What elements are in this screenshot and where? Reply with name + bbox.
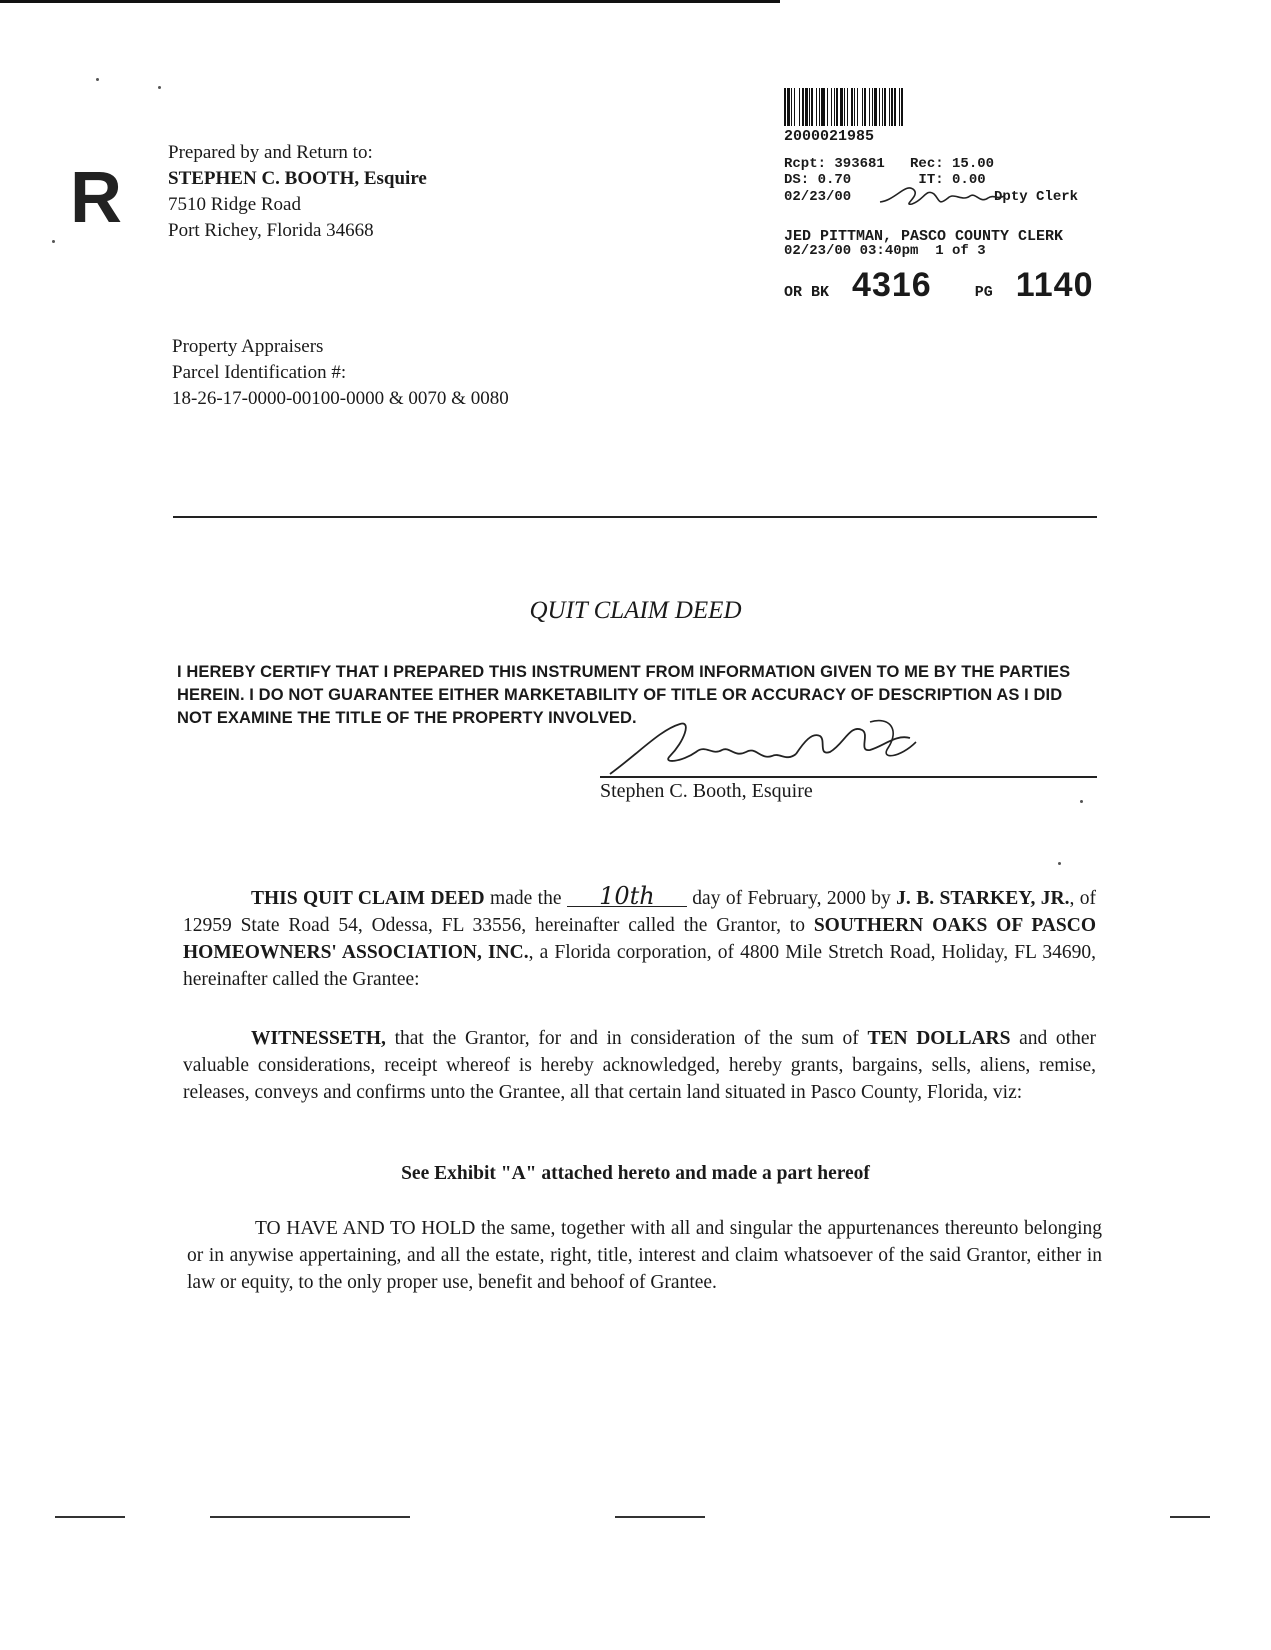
scan-speck [1058,862,1061,865]
preparer-name: STEPHEN C. BOOTH, Esquire [168,168,427,189]
pg-label: PG [974,284,993,301]
top-rule [0,0,780,3]
day-blank: 10th [567,886,687,907]
parcel-id-number: 18-26-17-0000-00100-0000 & 0070 & 0080 [172,388,509,409]
footer-dash [55,1516,125,1518]
preparer-address-1: 7510 Ridge Road [168,194,301,215]
grantee-address-text: , a Florida corporation, of 4800 Mile Stretch Road, Holiday, FL 34690, hereinafter called the Grantee: [183,942,1096,990]
preparer-signature [600,712,930,782]
footer-dash [615,1516,705,1518]
exhibit-reference: See Exhibit "A" attached hereto and made a part hereof [401,1163,870,1184]
preparer-certification: I HEREBY CERTIFY THAT I PREPARED THIS INSTRUMENT FROM INFORMATION GIVEN TO ME BY THE PARTIES HEREIN. I DO NOT GUARANTEE EITHER MARKETABILITY OF TITLE OR ACCURACY OF DESCRIPTION AS I DID NOT EXAMINE THE TITLE OF THE PROPERTY INVOLVED. [177,663,1071,727]
grantor-name: J. B. STARKEY, JR. [896,888,1070,909]
instrument-number: 2000021985 [784,128,875,145]
book-number: 4316 [852,266,932,304]
footer-dash [210,1516,410,1518]
consideration-sum: TEN DOLLARS [867,1028,1011,1049]
preparer-heading: Prepared by and Return to: [168,142,373,163]
deed-made-text: made the [484,888,567,909]
scan-speck [158,86,161,89]
scan-speck [1080,800,1083,803]
preparer-address-2: Port Richey, Florida 34668 [168,220,374,241]
deed-date-text: day of February, 2000 by [686,888,897,909]
scan-speck [52,240,55,243]
section-divider [173,516,1097,518]
recording-stamp [784,88,1144,308]
grantee-name: SOUTHERN OAKS OF PASCO HOMEOWNERS' ASSOCIATION, INC. [183,915,1097,963]
clerk-name-line: JED PITTMAN, PASCO COUNTY CLERK [784,228,1064,245]
signatory-name: Stephen C. Booth, Esquire [600,780,813,802]
page-number: 1140 [1015,266,1094,304]
scan-speck [96,78,99,81]
time-line: 02/23/00 03:40pm 1 of 3 [784,243,986,259]
deed-lead: THIS QUIT CLAIM DEED [251,888,485,909]
habendum-text: TO HAVE AND TO HOLD the same, together with all and singular the appurtenances thereunto belonging or in anywise appertaining, and all the estate, right, title, interest and claim whatsoever of the said Grantor, either in law or equity, to the only proper use, benefit and behoof of Grantee. [187,1218,1102,1293]
parcel-id-label: Parcel Identification #: [172,362,347,383]
habendum-paragraph [187,1215,1102,1296]
receipt-line: Rcpt: 393681 Rec: 15.00 [784,156,995,172]
witnesseth-lead: WITNESSETH, [251,1028,386,1049]
or-bk-label: OR BK [784,284,830,301]
barcode-gap [903,88,904,126]
document-title: QUIT CLAIM DEED [529,597,742,624]
grantor-address-text: , of 12959 State Road 54, Odessa, FL 33556, hereinafter called the Grantor, to [183,888,1096,936]
parcel-block [172,334,509,412]
book-page-line [784,266,1093,305]
barcode [784,88,1124,126]
consideration-text: that the Grantor, for and in consideration of the sum of [385,1028,868,1049]
doc-stamp-line: DS: 0.70 IT: 0.00 [784,172,986,188]
clerk-initials-signature [876,180,1006,210]
parcel-heading: Property Appraisers [172,336,324,357]
deed-paragraph-1 [183,882,1097,993]
preparer-block [168,140,427,244]
footer-dash [1170,1516,1210,1518]
signature-line [600,776,1097,778]
conveyance-text: and other valuable considerations, receipt whereof is hereby acknowledged, hereby grants, bargains, sells, aliens, remise, releases, conveys and confirms unto the Grantee, all that certain land situated in Pasco County, Florida, viz: [183,1028,1096,1103]
deed-paragraph-2 [183,1025,1096,1106]
recording-r-mark: R [70,158,120,238]
date-clerk-line: 02/23/00 Dpty Clerk [784,189,1079,205]
